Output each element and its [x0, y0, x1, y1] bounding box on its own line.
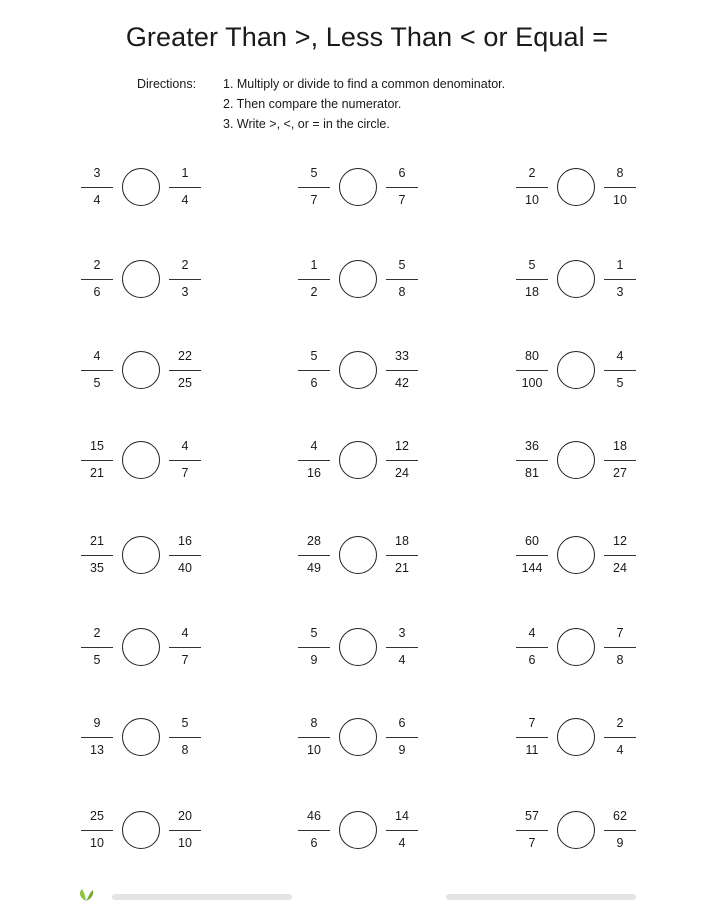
denominator: 144: [521, 561, 543, 575]
answer-circle[interactable]: [122, 168, 160, 206]
numerator: 7: [616, 626, 624, 640]
right-fraction: [167, 342, 203, 402]
left-fraction: [79, 342, 115, 402]
denominator: 4: [616, 743, 624, 757]
answer-circle[interactable]: [557, 441, 595, 479]
denominator: 7: [310, 193, 318, 207]
right-fraction: [167, 251, 203, 311]
problem-1-2: [296, 159, 436, 219]
numerator: 1: [616, 258, 624, 272]
fraction-bar: [386, 370, 418, 371]
denominator: 3: [181, 285, 189, 299]
denominator: 10: [307, 743, 321, 757]
fraction-bar: [516, 647, 548, 648]
numerator: 12: [613, 534, 627, 548]
denominator: 42: [395, 376, 409, 390]
denominator: 11: [525, 743, 539, 757]
numerator: 2: [616, 716, 624, 730]
left-fraction: [296, 342, 332, 402]
right-fraction: [602, 619, 638, 679]
fraction-bar: [386, 737, 418, 738]
denominator: 8: [616, 653, 624, 667]
fraction-bar: [604, 279, 636, 280]
problem-5-3: [514, 527, 654, 587]
denominator: 9: [398, 743, 406, 757]
left-fraction: [79, 619, 115, 679]
fraction-bar: [516, 830, 548, 831]
right-fraction: [167, 159, 203, 219]
problem-1-3: [514, 159, 654, 219]
denominator: 4: [398, 653, 406, 667]
numerator: 22: [178, 349, 192, 363]
fraction-bar: [81, 187, 113, 188]
answer-circle[interactable]: [339, 441, 377, 479]
direction-step-1: 1. Multiply or divide to find a common denominator.: [223, 77, 506, 91]
right-fraction: [602, 527, 638, 587]
right-fraction: [167, 432, 203, 492]
numerator: 3: [93, 166, 101, 180]
numerator: 1: [181, 166, 189, 180]
numerator: 2: [181, 258, 189, 272]
fraction-bar: [516, 460, 548, 461]
problem-8-1: [79, 802, 219, 862]
answer-circle[interactable]: [557, 536, 595, 574]
left-fraction: [296, 251, 332, 311]
numerator: 14: [395, 809, 409, 823]
fraction-bar: [516, 187, 548, 188]
right-fraction: [384, 619, 420, 679]
directions-label: Directions:: [137, 77, 197, 91]
numerator: 8: [616, 166, 624, 180]
fraction-bar: [604, 555, 636, 556]
numerator: 4: [528, 626, 536, 640]
numerator: 57: [525, 809, 539, 823]
answer-circle[interactable]: [557, 718, 595, 756]
fraction-bar: [604, 460, 636, 461]
answer-circle[interactable]: [122, 441, 160, 479]
denominator: 81: [525, 466, 539, 480]
problem-1-1: [79, 159, 219, 219]
answer-circle[interactable]: [557, 628, 595, 666]
answer-circle[interactable]: [339, 628, 377, 666]
fraction-bar: [81, 460, 113, 461]
right-fraction: [602, 159, 638, 219]
problem-7-3: [514, 709, 654, 769]
denominator: 6: [310, 836, 318, 850]
problem-2-3: [514, 251, 654, 311]
denominator: 10: [90, 836, 104, 850]
problem-8-2: [296, 802, 436, 862]
left-fraction: [514, 251, 550, 311]
answer-circle[interactable]: [339, 351, 377, 389]
fraction-bar: [81, 647, 113, 648]
answer-circle[interactable]: [122, 351, 160, 389]
problem-2-2: [296, 251, 436, 311]
left-fraction: [79, 432, 115, 492]
left-fraction: [296, 159, 332, 219]
numerator: 6: [398, 716, 406, 730]
fraction-bar: [386, 279, 418, 280]
denominator: 4: [398, 836, 406, 850]
denominator: 8: [181, 743, 189, 757]
answer-circle[interactable]: [122, 811, 160, 849]
denominator: 7: [181, 653, 189, 667]
denominator: 21: [90, 466, 104, 480]
left-fraction: [514, 432, 550, 492]
answer-circle[interactable]: [339, 536, 377, 574]
numerator: 4: [616, 349, 624, 363]
fraction-bar: [386, 555, 418, 556]
problem-3-3: [514, 342, 654, 402]
fraction-bar: [604, 737, 636, 738]
denominator: 7: [181, 466, 189, 480]
fraction-bar: [298, 460, 330, 461]
direction-step-3: 3. Write >, <, or = in the circle.: [223, 117, 390, 131]
problem-3-2: [296, 342, 436, 402]
right-fraction: [384, 251, 420, 311]
denominator: 5: [93, 653, 101, 667]
fraction-bar: [298, 737, 330, 738]
problem-4-2: [296, 432, 436, 492]
denominator: 21: [395, 561, 409, 575]
left-fraction: [296, 527, 332, 587]
fraction-bar: [604, 187, 636, 188]
problem-5-1: [79, 527, 219, 587]
answer-circle[interactable]: [122, 628, 160, 666]
denominator: 18: [525, 285, 539, 299]
fraction-bar: [81, 737, 113, 738]
numerator: 18: [613, 439, 627, 453]
denominator: 40: [178, 561, 192, 575]
problem-4-1: [79, 432, 219, 492]
numerator: 5: [181, 716, 189, 730]
denominator: 8: [398, 285, 406, 299]
numerator: 80: [525, 349, 539, 363]
fraction-bar: [81, 279, 113, 280]
fraction-bar: [298, 370, 330, 371]
left-fraction: [79, 802, 115, 862]
left-fraction: [514, 159, 550, 219]
right-fraction: [602, 802, 638, 862]
answer-circle[interactable]: [339, 260, 377, 298]
denominator: 9: [616, 836, 624, 850]
right-fraction: [602, 709, 638, 769]
numerator: 15: [90, 439, 104, 453]
fraction-bar: [169, 187, 201, 188]
answer-circle[interactable]: [339, 168, 377, 206]
direction-step-2: 2. Then compare the numerator.: [223, 97, 402, 111]
numerator: 5: [398, 258, 406, 272]
left-fraction: [79, 159, 115, 219]
left-fraction: [296, 432, 332, 492]
denominator: 5: [93, 376, 101, 390]
fraction-bar: [604, 647, 636, 648]
numerator: 4: [310, 439, 318, 453]
left-fraction: [514, 709, 550, 769]
fraction-bar: [169, 830, 201, 831]
fraction-bar: [298, 279, 330, 280]
right-fraction: [167, 527, 203, 587]
denominator: 100: [521, 376, 543, 390]
numerator: 1: [310, 258, 318, 272]
left-fraction: [514, 342, 550, 402]
fraction-bar: [516, 279, 548, 280]
footer: [0, 880, 706, 902]
problem-6-1: [79, 619, 219, 679]
numerator: 5: [310, 349, 318, 363]
worksheet-title: Greater Than >, Less Than < or Equal =: [125, 22, 609, 52]
footer-right-text: [446, 894, 636, 900]
fraction-bar: [169, 460, 201, 461]
numerator: 18: [395, 534, 409, 548]
fraction-bar: [169, 279, 201, 280]
answer-circle[interactable]: [339, 811, 377, 849]
numerator: 4: [181, 439, 189, 453]
numerator: 5: [310, 166, 318, 180]
numerator: 8: [310, 716, 318, 730]
numerator: 20: [178, 809, 192, 823]
denominator: 4: [93, 193, 101, 207]
numerator: 5: [310, 626, 318, 640]
left-fraction: [296, 709, 332, 769]
left-fraction: [514, 527, 550, 587]
right-fraction: [384, 802, 420, 862]
problem-7-2: [296, 709, 436, 769]
numerator: 46: [307, 809, 321, 823]
right-fraction: [602, 251, 638, 311]
right-fraction: [384, 342, 420, 402]
numerator: 12: [395, 439, 409, 453]
denominator: 10: [178, 836, 192, 850]
fraction-bar: [169, 370, 201, 371]
left-fraction: [79, 709, 115, 769]
right-fraction: [602, 432, 638, 492]
fraction-bar: [604, 370, 636, 371]
right-fraction: [384, 527, 420, 587]
problem-8-3: [514, 802, 654, 862]
left-fraction: [296, 619, 332, 679]
fraction-bar: [298, 830, 330, 831]
left-fraction: [79, 251, 115, 311]
numerator: 6: [398, 166, 406, 180]
fraction-bar: [386, 187, 418, 188]
numerator: 25: [90, 809, 104, 823]
denominator: 10: [525, 193, 539, 207]
denominator: 35: [90, 561, 104, 575]
right-fraction: [384, 159, 420, 219]
right-fraction: [167, 619, 203, 679]
fraction-bar: [298, 187, 330, 188]
denominator: 7: [398, 193, 406, 207]
problem-2-1: [79, 251, 219, 311]
answer-circle[interactable]: [557, 168, 595, 206]
denominator: 4: [181, 193, 189, 207]
denominator: 24: [395, 466, 409, 480]
answer-circle[interactable]: [557, 351, 595, 389]
fraction-bar: [169, 555, 201, 556]
problem-5-2: [296, 527, 436, 587]
fraction-bar: [81, 830, 113, 831]
problem-6-2: [296, 619, 436, 679]
numerator: 7: [528, 716, 536, 730]
right-fraction: [167, 709, 203, 769]
logo-icon: [76, 886, 96, 902]
numerator: 2: [93, 626, 101, 640]
denominator: 2: [310, 285, 318, 299]
answer-circle[interactable]: [339, 718, 377, 756]
numerator: 36: [525, 439, 539, 453]
answer-circle[interactable]: [122, 536, 160, 574]
left-fraction: [514, 619, 550, 679]
answer-circle[interactable]: [122, 718, 160, 756]
denominator: 6: [93, 285, 101, 299]
numerator: 2: [528, 166, 536, 180]
denominator: 10: [613, 193, 627, 207]
numerator: 60: [525, 534, 539, 548]
fraction-bar: [81, 370, 113, 371]
fraction-bar: [604, 830, 636, 831]
denominator: 9: [310, 653, 318, 667]
numerator: 5: [528, 258, 536, 272]
right-fraction: [384, 432, 420, 492]
fraction-bar: [516, 370, 548, 371]
answer-circle[interactable]: [122, 260, 160, 298]
numerator: 33: [395, 349, 409, 363]
numerator: 2: [93, 258, 101, 272]
numerator: 62: [613, 809, 627, 823]
fraction-bar: [298, 555, 330, 556]
fraction-bar: [516, 555, 548, 556]
right-fraction: [167, 802, 203, 862]
denominator: 3: [616, 285, 624, 299]
numerator: 4: [181, 626, 189, 640]
denominator: 27: [613, 466, 627, 480]
denominator: 13: [90, 743, 104, 757]
denominator: 16: [307, 466, 321, 480]
answer-circle[interactable]: [557, 260, 595, 298]
numerator: 3: [398, 626, 406, 640]
denominator: 25: [178, 376, 192, 390]
denominator: 24: [613, 561, 627, 575]
denominator: 49: [307, 561, 321, 575]
numerator: 28: [307, 534, 321, 548]
denominator: 6: [528, 653, 536, 667]
left-fraction: [79, 527, 115, 587]
left-fraction: [514, 802, 550, 862]
denominator: 6: [310, 376, 318, 390]
fraction-bar: [169, 647, 201, 648]
answer-circle[interactable]: [557, 811, 595, 849]
fraction-bar: [386, 647, 418, 648]
numerator: 21: [90, 534, 104, 548]
fraction-bar: [516, 737, 548, 738]
fraction-bar: [169, 737, 201, 738]
fraction-bar: [81, 555, 113, 556]
denominator: 7: [528, 836, 536, 850]
numerator: 4: [93, 349, 101, 363]
numerator: 16: [178, 534, 192, 548]
numerator: 9: [93, 716, 101, 730]
problem-6-3: [514, 619, 654, 679]
fraction-bar: [386, 830, 418, 831]
left-fraction: [296, 802, 332, 862]
fraction-bar: [298, 647, 330, 648]
footer-left-text: [112, 894, 292, 900]
problem-7-1: [79, 709, 219, 769]
problem-3-1: [79, 342, 219, 402]
problem-4-3: [514, 432, 654, 492]
right-fraction: [602, 342, 638, 402]
fraction-bar: [386, 460, 418, 461]
right-fraction: [384, 709, 420, 769]
denominator: 5: [616, 376, 624, 390]
